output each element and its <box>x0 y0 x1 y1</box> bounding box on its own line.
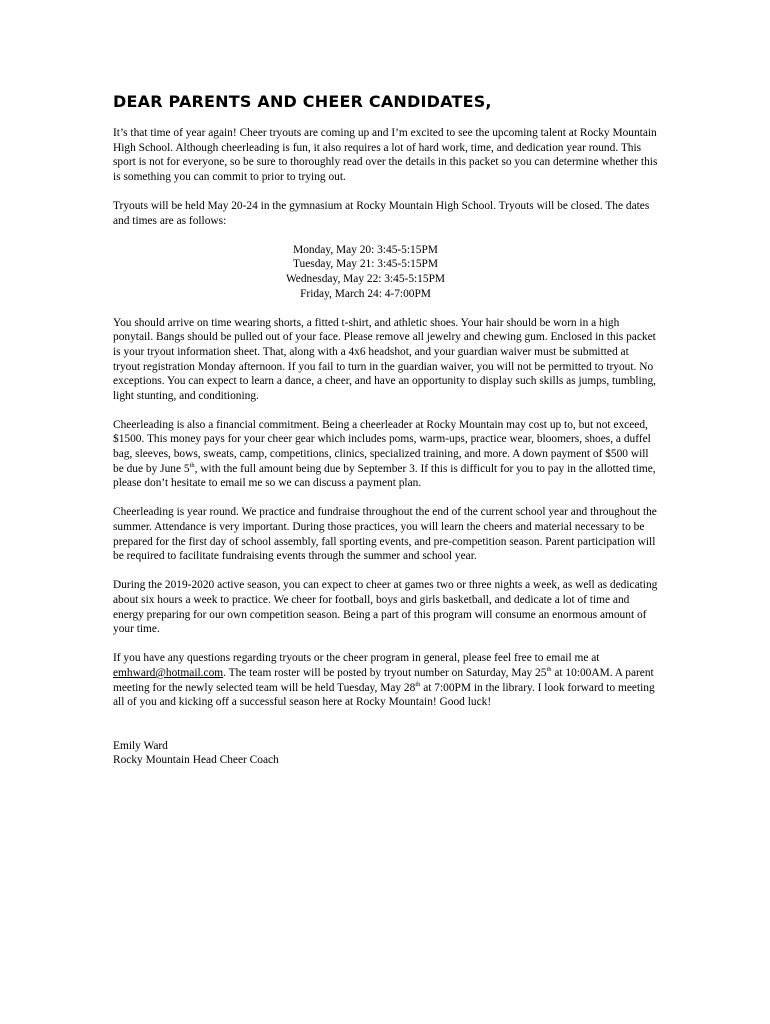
letter-page <box>113 92 658 768</box>
paragraph-requirements: You should arrive on time wearing shorts, a fitted t-shirt, and athletic shoes. Your hair should be worn in a high ponytail. Bangs should be pulled out of your face. Please remove all jewelry and chewing gum. Enclosed in this packet is your tryout information sheet. That, along with a 4x6 headshot, and your guardian waiver must be submitted at tryout registration Monday afternoon. If you fail to turn in the guardian waiver, you will not be permitted to tryout. No exceptions. You can expect to learn a dance, a cheer, and have an opportunity to display such skills as jumps, tumbling, light stunting, and conditioning. <box>113 316 657 402</box>
ordinal-suffix: th <box>415 680 421 688</box>
contact-text-c: at 10:00AM. A parent meeting for the newly selected team will be held Tuesday, May 28 <box>113 666 654 694</box>
schedule-line: Monday, May 20: 3:45-5:15PM <box>293 243 438 256</box>
contact-text-a: If you have any questions regarding tryouts or the cheer program in general, please feel free to email me at <box>113 652 600 665</box>
financial-text-b: , with the full amount being due by September 3. If this is difficult for you to pay in the allotted time, please don’t hesitate to email me so we can discuss a payment plan. <box>113 462 656 490</box>
signature-name: Emily Ward <box>113 739 168 752</box>
contact-text-b: . The team roster will be posted by tryout number on Saturday, May 25 <box>223 666 547 679</box>
paragraph-financial <box>113 418 658 491</box>
ordinal-suffix: th <box>189 461 195 469</box>
email-link[interactable]: emhward@hotmail.com <box>113 666 224 679</box>
ordinal-suffix: th <box>546 666 552 674</box>
signature-title: Rocky Mountain Head Cheer Coach <box>113 754 279 767</box>
paragraph-season: During the 2019-2020 active season, you can expect to cheer at games two or three nights a week, as well as dedicating about six hours a week to practice. We cheer for football, boys and girls basketball, and dedicate a lot of time and energy preparing for our own competition season. Being a part of this program will consume an enormous amount of your time. <box>113 579 658 636</box>
letter-heading: DEAR PARENTS AND CHEER CANDIDATES, <box>113 92 492 111</box>
schedule-line: Friday, March 24: 4-7:00PM <box>300 287 431 300</box>
tryout-schedule <box>113 243 658 301</box>
paragraph-tryout-dates: Tryouts will be held May 20-24 in the gymnasium at Rocky Mountain High School. Tryouts will be closed. The dates and times are as follows: <box>113 199 650 227</box>
contact-text-d: at 7:00PM in the library. I look forward to meeting all of you and kicking off a successful season here at Rocky Mountain! Good luck! <box>113 681 655 709</box>
paragraph-contact <box>113 651 658 709</box>
paragraph-intro: It’s that time of year again! Cheer tryouts are coming up and I’m excited to see the upcoming talent at Rocky Mountain High School. Although cheerleading is fun, it also requires a lot of hard work, time, and dedication year round. This sport is not for everyone, so be sure to thoroughly read over the details in this packet so you can determine whether this is something you can commit to prior to trying out. <box>113 127 658 183</box>
signature-block <box>113 739 658 768</box>
financial-text-a: Cheerleading is also a financial commitment. Being a cheerleader at Rocky Mountain may cost up to, but not exceed, $1500. This money pays for your cheer gear which includes poms, warm-ups, practice wear, bloomers, shoes, a duffel bag, sleeves, bows, sweats, camp, competitions, clinics, specialized training, and more. A down payment of $500 will be due by June 5 <box>113 418 651 475</box>
paragraph-year-round: Cheerleading is year round. We practice and fundraise throughout the end of the current school year and throughout the summer. Attendance is very important. During those practices, you will learn the cheers and material necessary to be prepared for the first day of school assembly, fall sporting events, and pre-competition season. Parent participation will be required to facilitate fundraising events through the summer and school year. <box>113 506 657 563</box>
schedule-line: Tuesday, May 21: 3:45-5:15PM <box>292 258 439 271</box>
schedule-line: Wednesday, May 22: 3:45-5:15PM <box>285 272 446 285</box>
